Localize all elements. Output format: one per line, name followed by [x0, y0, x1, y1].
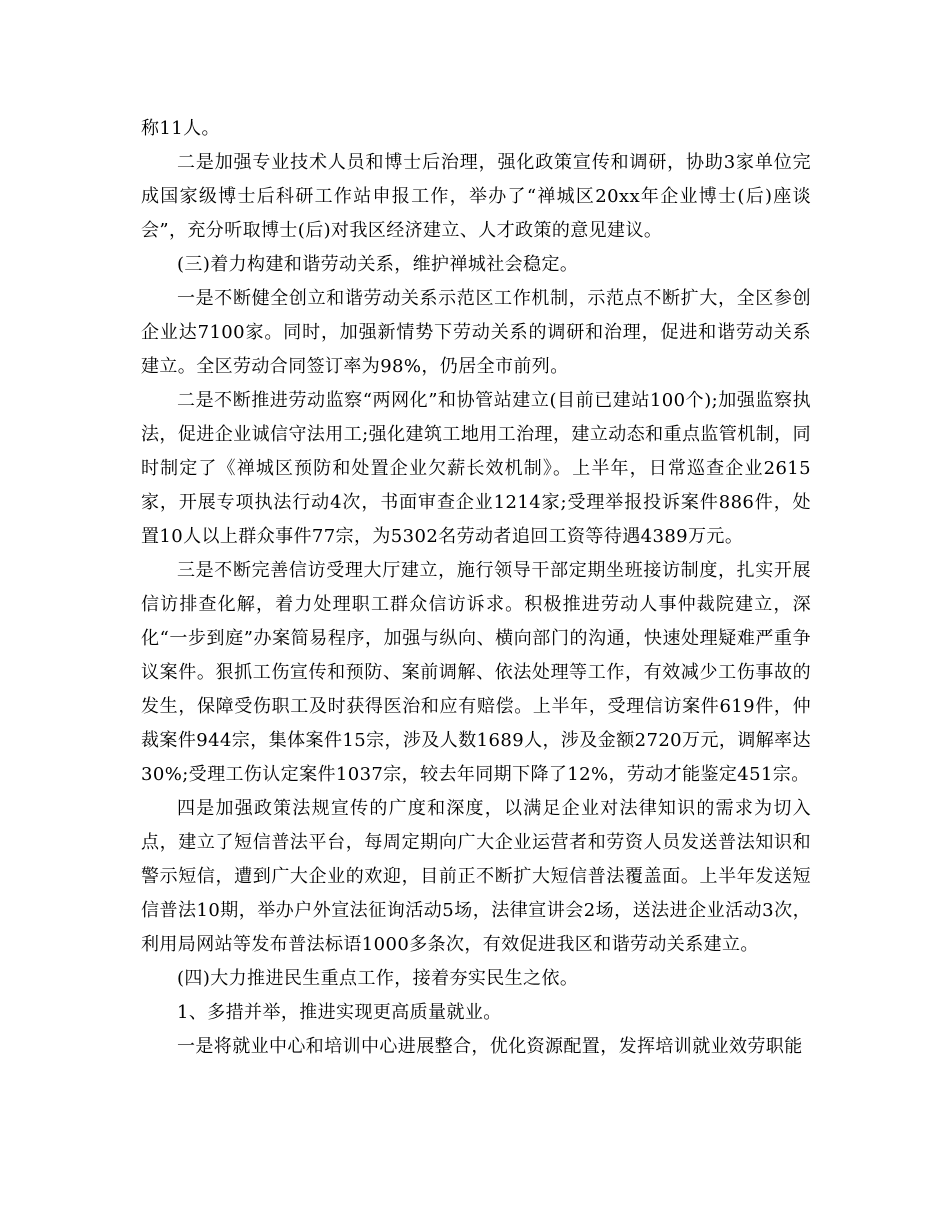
section-heading-labor-relations: (三)着力构建和谐劳动关系，维护禅城社会稳定。	[177, 254, 579, 275]
subheading-employment: 1、多措并举，推进实现更高质量就业。	[177, 1002, 502, 1023]
section-heading-livelihood: (四)大力推进民生重点工作，接着夯实民生之依。	[177, 968, 579, 989]
paragraph-continuation: 称11人。	[141, 118, 220, 139]
paragraph-petition-arbitration: 三是不断完善信访受理大厅建立，施行领导干部定期坐班接访制度，扎实开展信访排查化解，着力处理职工群众信访诉求。积极推进劳动人事仲裁院建立，深化“一步到庭”办案简易程序，加强与纵向、横向部门的沟通，快速处理疑难严重争议案件。狠抓工伤宣传和预防、案前调解、依法处理等工作，有效减少工伤事故的发生，保障受伤职工及时获得医治和应有赔偿。上半年，受理信访案件619件，仲裁案件944宗，集体案件15宗，涉及人数1689人，涉及金额2720万元，调解率达30%;受理工伤认定案件1037宗，较去年同期下降了12%，劳动才能鉴定451宗。	[141, 560, 811, 785]
paragraph-harmonious-labor: 一是不断健全创立和谐劳动关系示范区工作机制，示范点不断扩大，全区参创企业达7100家。同时，加强新情势下劳动关系的调研和治理，促进和谐劳动关系建立。全区劳动合同签订率为98%，仍居全市前列。	[141, 288, 811, 377]
paragraph-legal-publicity: 四是加强政策法规宣传的广度和深度，以满足企业对法律知识的需求为切入点，建立了短信普法平台，每周定期向广大企业运营者和劳资人员发送普法知识和警示短信，遭到广大企业的欢迎，目前正不断扩大短信普法覆盖面。上半年发送短信普法10期，举办户外宣法征询活动5场，法律宣讲会2场，送法进企业活动3次，利用局网站等发布普法标语1000多条次，有效促进我区和谐劳动关系建立。	[141, 798, 811, 955]
paragraph-postdoc-management: 二是加强专业技术人员和博士后治理，强化政策宣传和调研，协助3家单位完成国家级博士后科研工作站申报工作，举办了“禅城区20xx年企业博士(后)座谈会”，充分听取博士(后)对我区经济建立、人才政策的意见建议。	[141, 152, 811, 241]
paragraph-employment-center: 一是将就业中心和培训中心进展整合，优化资源配置，发挥培训就业效劳职能	[177, 1036, 803, 1057]
paragraph-labor-supervision: 二是不断推进劳动监察“两网化”和协管站建立(目前已建站100个);加强监察执法，促进企业诚信守法用工;强化建筑工地用工治理，建立动态和重点监管机制，同时制定了《禅城区预防和处置企业欠薪长效机制》。上半年，日常巡查企业2615家，开展专项执法行动4次，书面审查企业1214家;受理举报投诉案件886件，处置10人以上群众事件77宗，为5302名劳动者追回工资等待遇4389万元。	[141, 390, 811, 547]
document-body	[141, 112, 811, 1064]
